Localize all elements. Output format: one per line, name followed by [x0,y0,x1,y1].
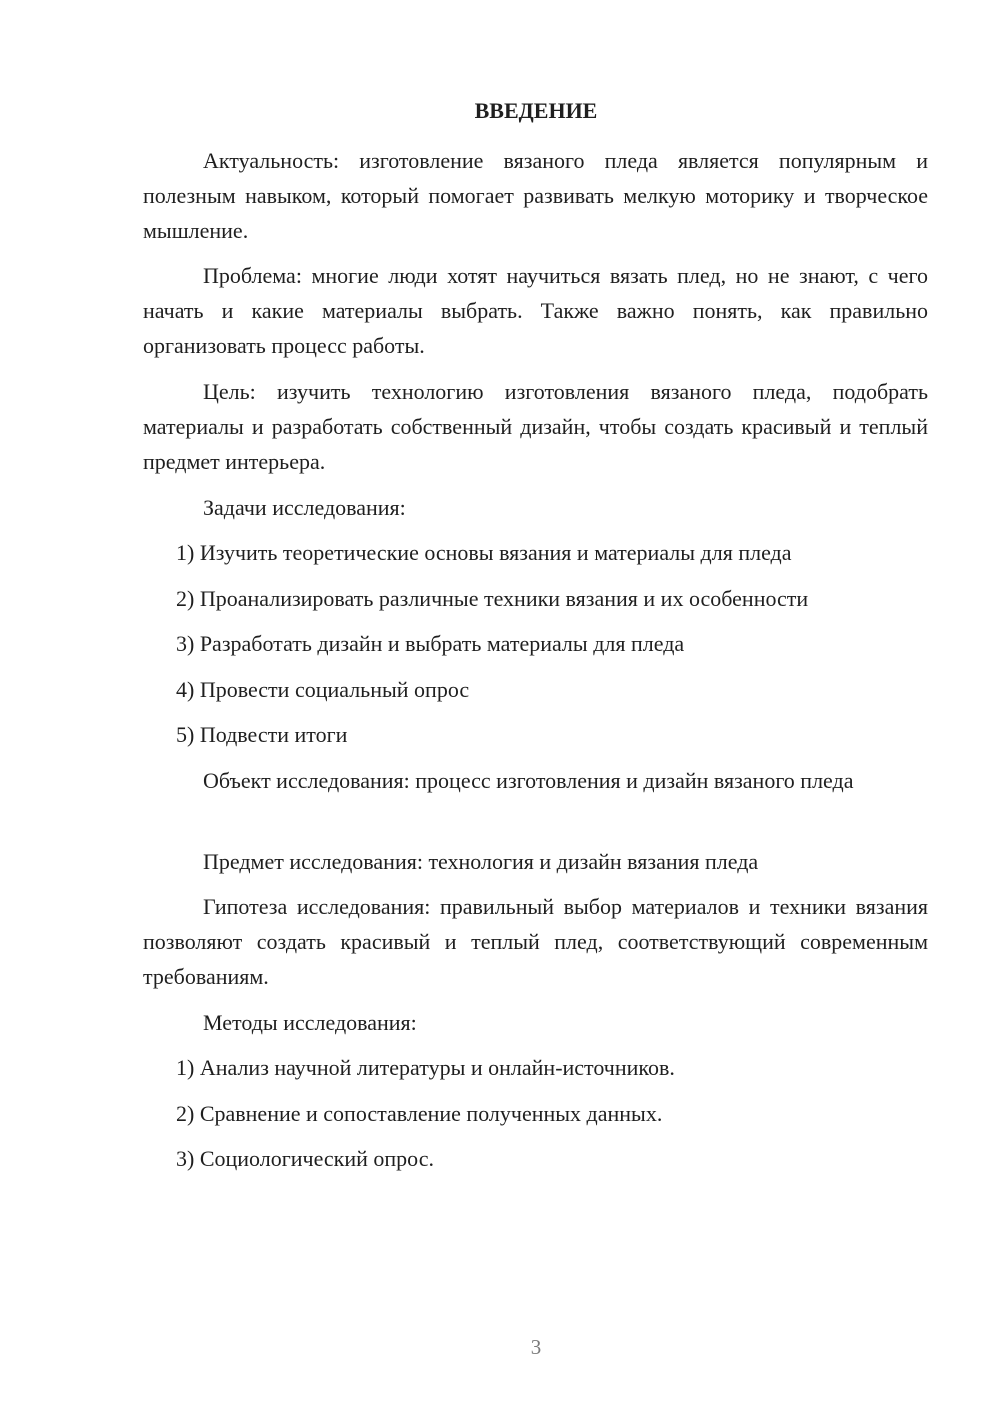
task-item-2: 2) Проанализировать различные техники вязания и их особенности [176,586,809,611]
page-number: 3 [530,1335,542,1359]
method-item-1: 1) Анализ научной литературы и онлайн-источников. [176,1055,675,1080]
hypothesis-paragraph: Гипотеза исследования: правильный выбор материалов и техники вязания позволяют создать красивый и теплый плед, соответствующий современным требованиям. [143,894,928,989]
task-item-3: 3) Разработать дизайн и выбрать материалы для пледа [176,631,685,656]
method-item-3: 3) Социологический опрос. [176,1146,434,1171]
task-item-1: 1) Изучить теоретические основы вязания и материалы для пледа [176,540,792,565]
methods-title: Методы исследования: [203,1010,417,1035]
object-paragraph: Объект исследования: процесс изготовления и дизайн вязаного пледа [203,768,854,793]
tasks-title: Задачи исследования: [203,495,406,520]
relevance-paragraph: Актуальность: изготовление вязаного пледа является популярным и полезным навыком, который помогает развивать мелкую моторику и творческое мышление. [143,148,928,243]
task-item-5: 5) Подвести итоги [176,722,348,747]
page-title: ВВЕДЕНИЕ [474,98,598,123]
method-item-2: 2) Сравнение и сопоставление полученных данных. [176,1101,663,1126]
problem-paragraph: Проблема: многие люди хотят научиться вязать плед, но не знают, с чего начать и какие материалы выбрать. Также важно понять, как правильно организовать процесс работы. [143,263,928,358]
goal-paragraph: Цель: изучить технологию изготовления вязаного пледа, подобрать материалы и разработать собственный дизайн, чтобы создать красивый и теплый предмет интерьера. [143,379,928,474]
subject-paragraph: Предмет исследования: технология и дизайн вязания пледа [203,849,759,874]
task-item-4: 4) Провести социальный опрос [176,677,470,702]
